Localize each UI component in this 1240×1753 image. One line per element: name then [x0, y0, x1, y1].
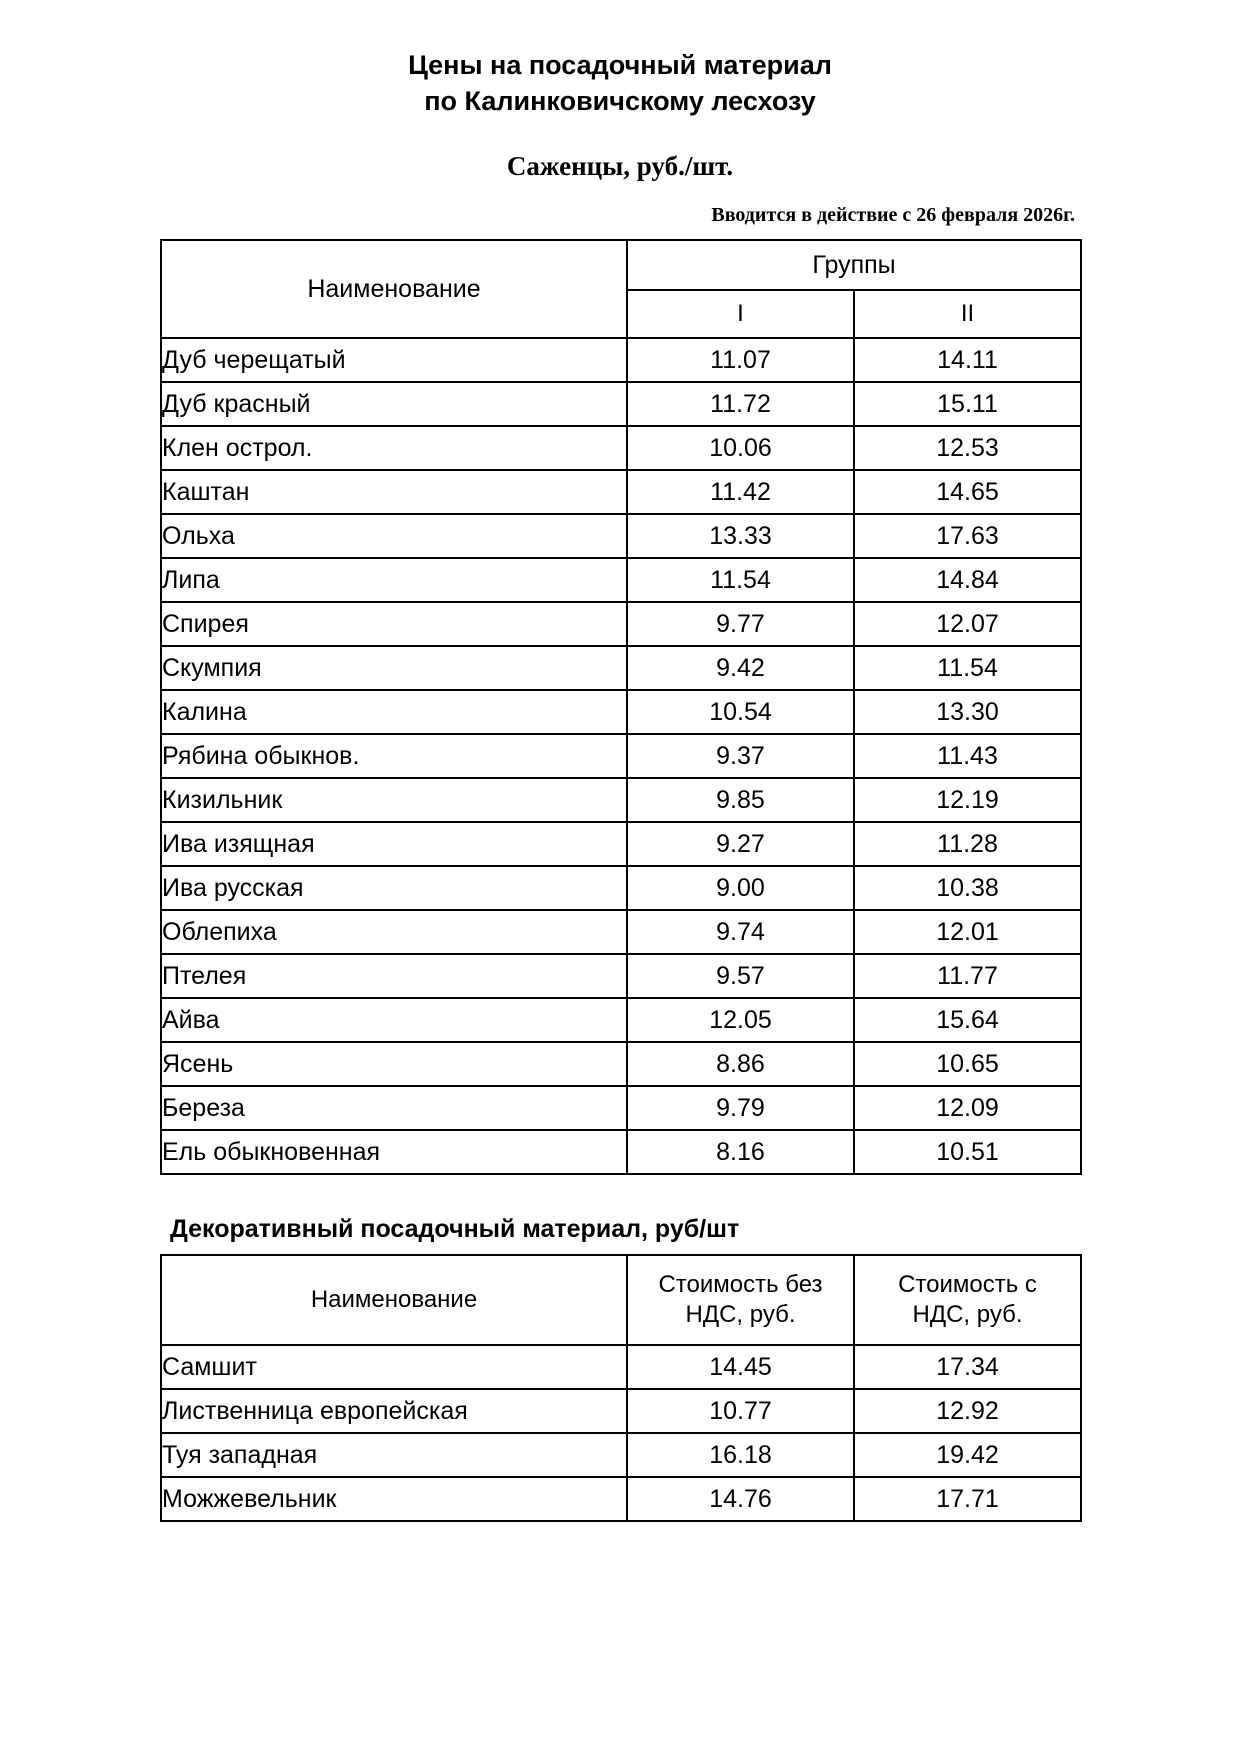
- price-without-vat: 14.76: [627, 1477, 854, 1521]
- species-name: Ольха: [161, 514, 627, 558]
- species-name: Липа: [161, 558, 627, 602]
- species-name: Туя западная: [161, 1433, 627, 1477]
- price-group-2: 12.19: [854, 778, 1081, 822]
- table-row: [161, 382, 1081, 426]
- table-row: [161, 778, 1081, 822]
- species-name: Скумпия: [161, 646, 627, 690]
- price-group-2: 17.63: [854, 514, 1081, 558]
- saplings-table: [160, 239, 1082, 1175]
- page-title-line-2: по Калинковичскому лесхозу: [424, 85, 816, 116]
- price-with-vat: 17.34: [854, 1345, 1081, 1389]
- table-row: [161, 734, 1081, 778]
- price-group-2: 12.09: [854, 1086, 1081, 1130]
- price-group-1: 8.86: [627, 1042, 854, 1086]
- price-group-1: 11.72: [627, 382, 854, 426]
- price-group-1: 8.16: [627, 1130, 854, 1174]
- species-name: Птелея: [161, 954, 627, 998]
- column-header-name: Наименование: [161, 1255, 627, 1345]
- species-name: Можжевельник: [161, 1477, 627, 1521]
- species-name: Ива русская: [161, 866, 627, 910]
- table-row: [161, 558, 1081, 602]
- table-row: [161, 910, 1081, 954]
- table-row: [161, 1130, 1081, 1174]
- price-group-1: 9.57: [627, 954, 854, 998]
- table-row: [161, 998, 1081, 1042]
- price-group-1: 9.42: [627, 646, 854, 690]
- price-without-vat: 14.45: [627, 1345, 854, 1389]
- price-group-1: 10.54: [627, 690, 854, 734]
- effective-date: Вводится в действие с 26 февраля 2026г.: [711, 204, 1075, 227]
- price-group-1: 9.27: [627, 822, 854, 866]
- price-with-vat: 12.92: [854, 1389, 1081, 1433]
- species-name: Облепиха: [161, 910, 627, 954]
- table-row: [161, 1477, 1081, 1521]
- decorative-table-head: [161, 1255, 1081, 1345]
- table-row: [161, 1086, 1081, 1130]
- column-header-price-net: [627, 1255, 854, 1345]
- saplings-table-body: [161, 338, 1081, 1174]
- page-title: [0, 0, 1240, 119]
- table-header-row: [161, 240, 1081, 290]
- table-row: [161, 602, 1081, 646]
- price-group-2: 14.65: [854, 470, 1081, 514]
- saplings-table-wrapper: [160, 239, 1080, 1175]
- table-row: [161, 690, 1081, 734]
- species-name: Калина: [161, 690, 627, 734]
- table-header-row: [161, 1255, 1081, 1345]
- table-row: [161, 1345, 1081, 1389]
- species-name: Ива изящная: [161, 822, 627, 866]
- price-group-2: 10.65: [854, 1042, 1081, 1086]
- species-name: Клен острол.: [161, 426, 627, 470]
- price-group-2: 11.77: [854, 954, 1081, 998]
- column-header-name: Наименование: [161, 240, 627, 338]
- price-without-vat: 10.77: [627, 1389, 854, 1433]
- price-net-line-2: НДС, руб.: [685, 1301, 796, 1329]
- price-group-2: 11.43: [854, 734, 1081, 778]
- price-group-1: 9.77: [627, 602, 854, 646]
- price-group-1: 13.33: [627, 514, 854, 558]
- price-group-2: 11.54: [854, 646, 1081, 690]
- saplings-table-head: [161, 240, 1081, 338]
- species-name: Ель обыкновенная: [161, 1130, 627, 1174]
- price-group-1: 9.37: [627, 734, 854, 778]
- price-group-2: 14.84: [854, 558, 1081, 602]
- price-gross-line-2: НДС, руб.: [912, 1301, 1023, 1329]
- price-group-2: 15.11: [854, 382, 1081, 426]
- species-name: Дуб черещатый: [161, 338, 627, 382]
- column-header-price-gross: [854, 1255, 1081, 1345]
- species-name: Кизильник: [161, 778, 627, 822]
- price-group-2: 15.64: [854, 998, 1081, 1042]
- price-group-1: 9.00: [627, 866, 854, 910]
- subtitle: Саженцы, руб./шт.: [506, 151, 734, 182]
- price-group-1: 11.54: [627, 558, 854, 602]
- price-group-2: 12.07: [854, 602, 1081, 646]
- table-row: [161, 338, 1081, 382]
- price-group-2: 14.11: [854, 338, 1081, 382]
- price-group-1: 9.74: [627, 910, 854, 954]
- price-with-vat: 17.71: [854, 1477, 1081, 1521]
- table-row: [161, 1389, 1081, 1433]
- column-header-group-2: II: [854, 290, 1081, 338]
- table-row: [161, 822, 1081, 866]
- price-with-vat: 19.42: [854, 1433, 1081, 1477]
- species-name: Каштан: [161, 470, 627, 514]
- table-row: [161, 954, 1081, 998]
- species-name: Рябина обыкнов.: [161, 734, 627, 778]
- decorative-section: [160, 1175, 1080, 1522]
- price-group-2: 10.51: [854, 1130, 1081, 1174]
- price-group-1: 11.42: [627, 470, 854, 514]
- species-name: Айва: [161, 998, 627, 1042]
- table-row: [161, 646, 1081, 690]
- species-name: Ясень: [161, 1042, 627, 1086]
- price-group-1: 9.85: [627, 778, 854, 822]
- price-group-2: 12.01: [854, 910, 1081, 954]
- price-group-2: 10.38: [854, 866, 1081, 910]
- price-gross-line-1: Стоимость с: [898, 1271, 1037, 1299]
- species-name: Самшит: [161, 1345, 627, 1389]
- price-net-line-1: Стоимость без: [658, 1271, 823, 1299]
- price-group-2: 11.28: [854, 822, 1081, 866]
- table-row: [161, 426, 1081, 470]
- price-group-1: 11.07: [627, 338, 854, 382]
- column-header-group-1: I: [627, 290, 854, 338]
- decorative-table: [160, 1254, 1082, 1522]
- page-title-line-1: Цены на посадочный материал: [408, 50, 832, 80]
- price-group-2: 13.30: [854, 690, 1081, 734]
- column-header-groups: Группы: [627, 240, 1081, 290]
- table-row: [161, 1042, 1081, 1086]
- table-row: [161, 866, 1081, 910]
- table-row: [161, 1433, 1081, 1477]
- price-group-1: 10.06: [627, 426, 854, 470]
- price-group-1: 9.79: [627, 1086, 854, 1130]
- price-without-vat: 16.18: [627, 1433, 854, 1477]
- species-name: Лиственница европейская: [161, 1389, 627, 1433]
- species-name: Дуб красный: [161, 382, 627, 426]
- decorative-table-body: [161, 1345, 1081, 1521]
- species-name: Спирея: [161, 602, 627, 646]
- price-group-1: 12.05: [627, 998, 854, 1042]
- decorative-caption: Декоративный посадочный материал, руб/шт: [170, 1215, 740, 1244]
- species-name: Береза: [161, 1086, 627, 1130]
- price-group-2: 12.53: [854, 426, 1081, 470]
- table-row: [161, 514, 1081, 558]
- table-row: [161, 470, 1081, 514]
